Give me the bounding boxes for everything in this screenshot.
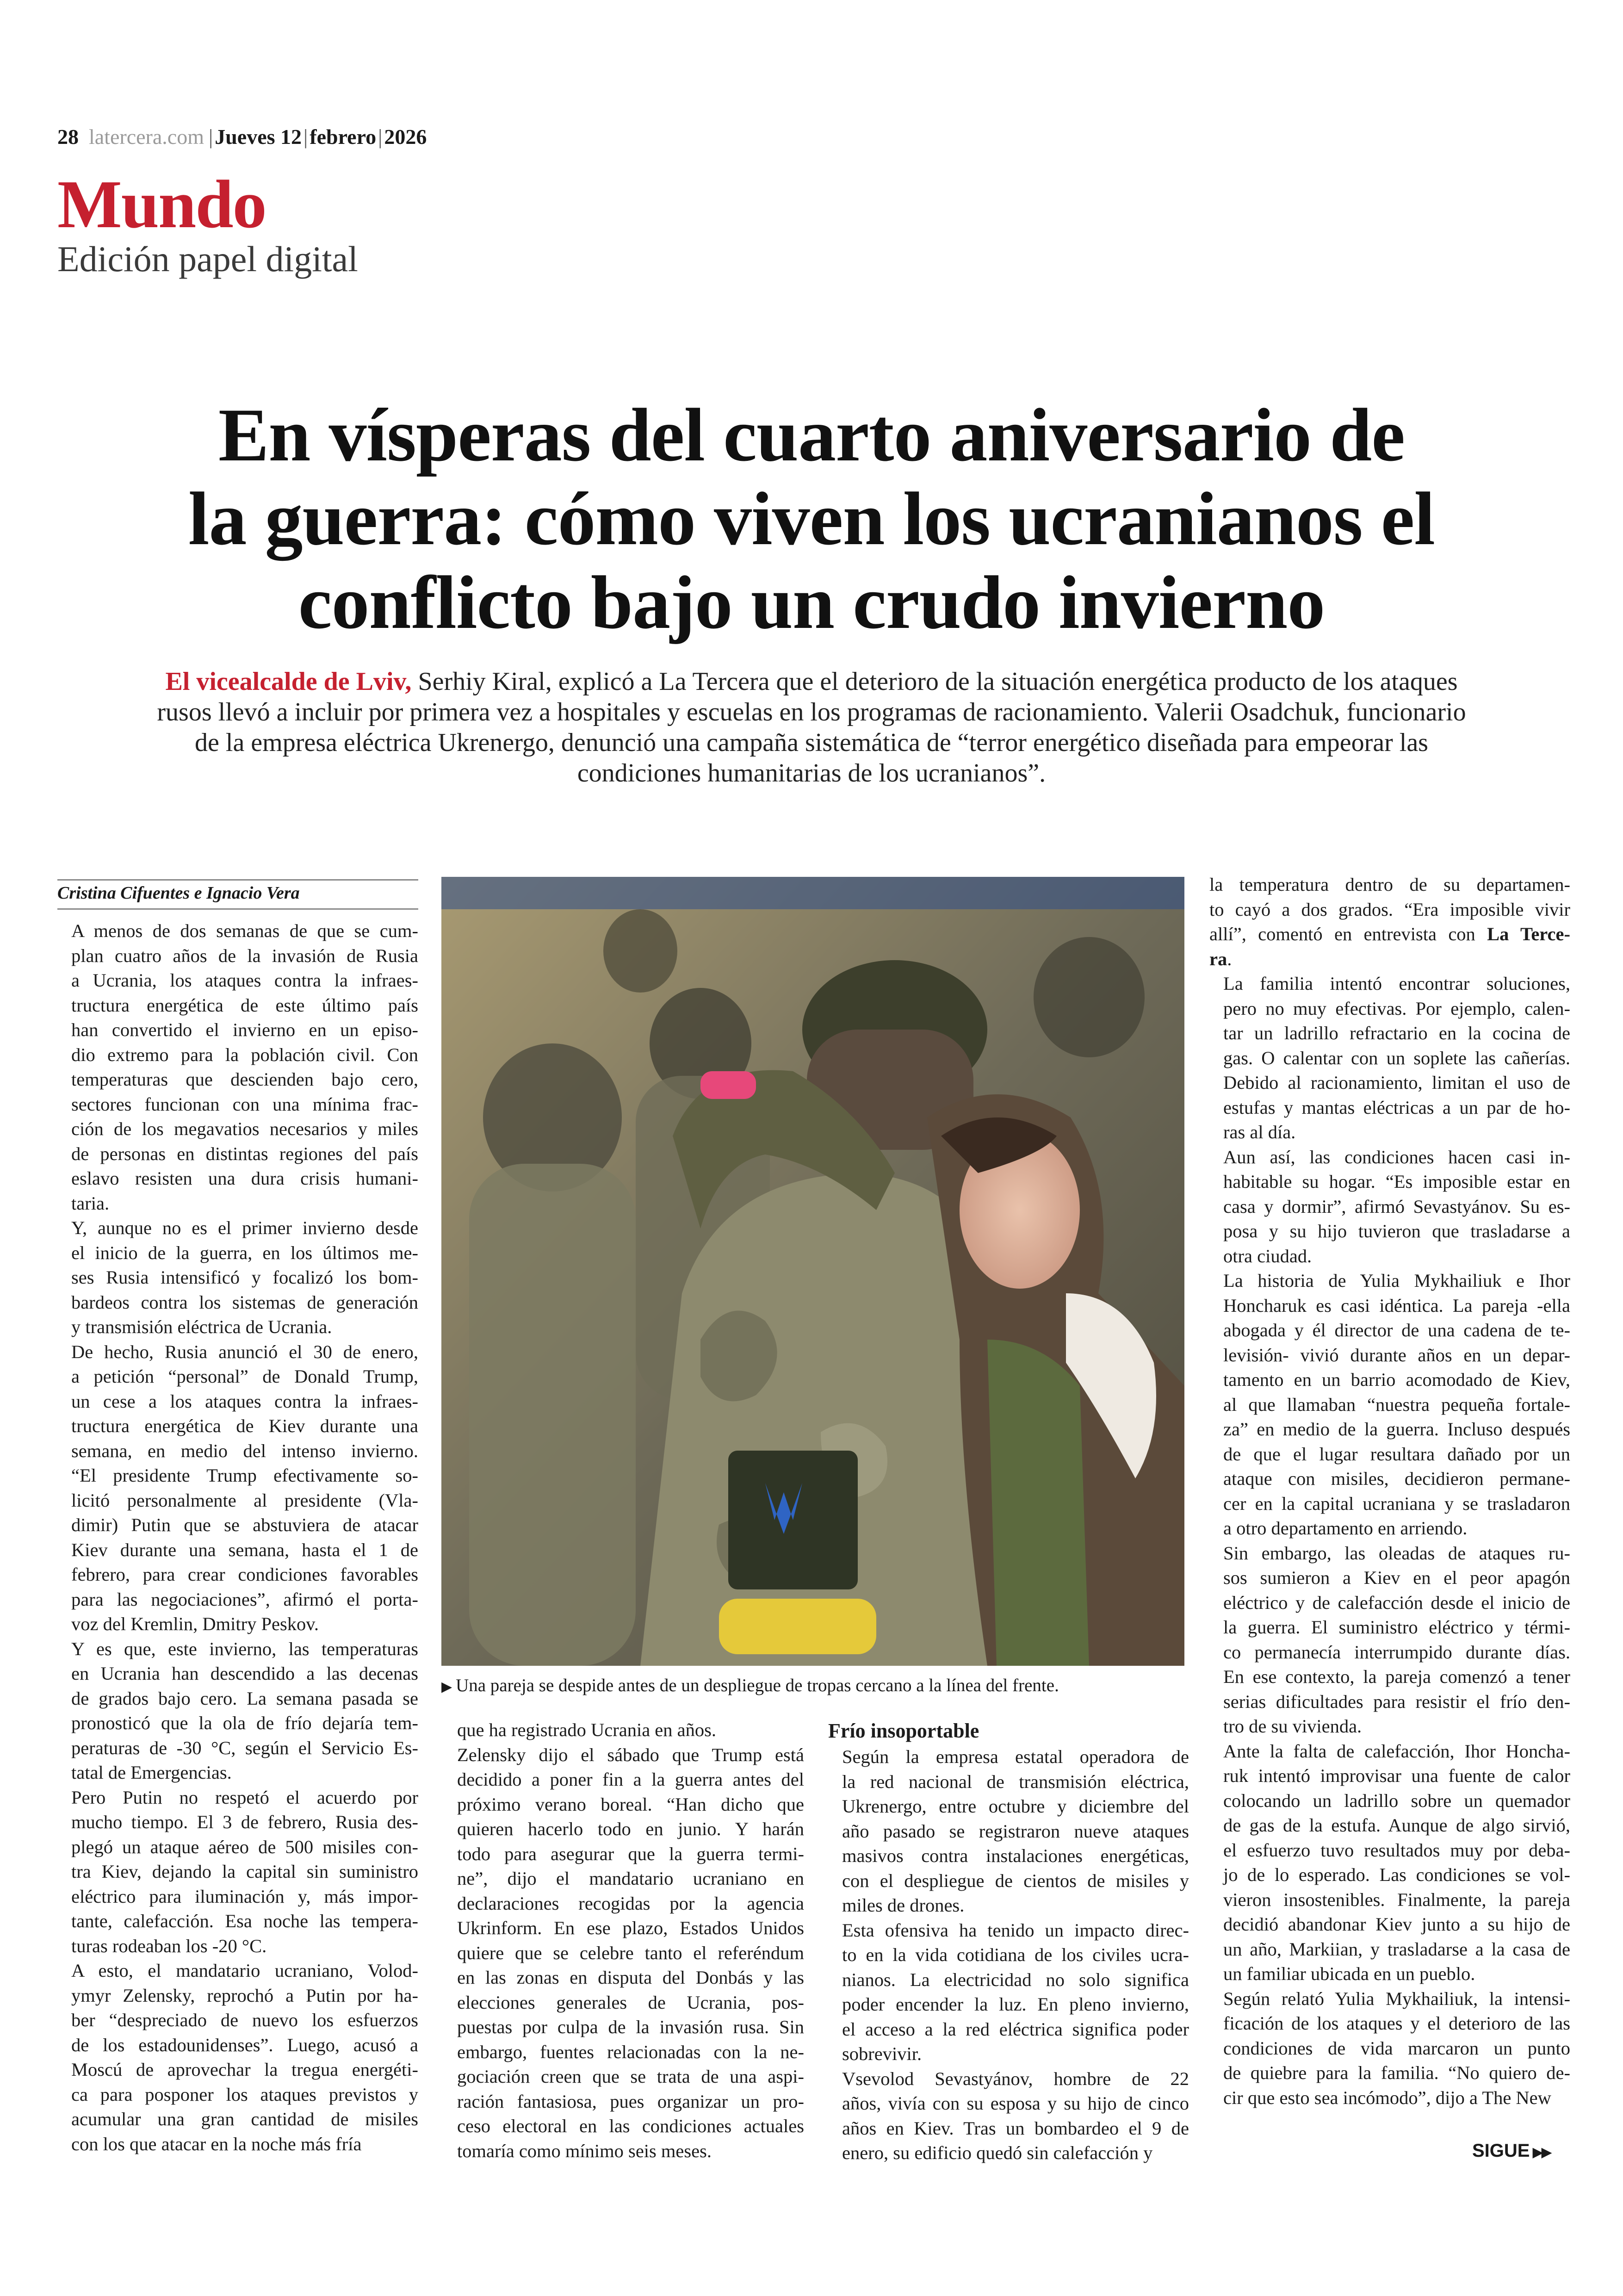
paragraph: A esto, el mandatario ucraniano, Volod- ymyr Zelensky, reprochó a Putin por ha- ber “despreciado de nuevo los esfuerzos de los estadounidenses”. Luego, acusó a Moscú de aprovechar la tregua energéti- ca para posponer los ataques previstos y acumular una gran cantidad de misiles con los que atacar en la noche más fría (71, 1960, 418, 2154)
column-2 (443, 1718, 804, 2163)
paragraph: Y, aunque no es el primer invierno desde el inicio de la guerra, en los últimos me- ses Rusia intensificó y focalizó los bom- bardeos contra los sistemas de generación y transmisión eléctrica de Ucrania. (71, 1217, 418, 1337)
paragraph: Vsevolod Sevastyánov, hombre de 22 años, vivía con su esposa y su hijo de cinco años en Kiev. Tras un bombardeo el 9 de enero, su edificio quedó sin calefacción y (842, 2068, 1189, 2163)
lead-paragraph: El vicealcalde de Lviv, Serhiy Kiral, explicó a La Tercera que el deterioro de la situación energética producto de los ataques rusos llevó a incluir por primera vez a hospitales y escuelas en los programas de racionamiento. Valerii Osadchuk, funcionario de la empresa eléctrica Ukrenergo, denunció una campaña sistemática de “terror energético diseñada para empeorar las condiciones humanitarias de los ucranianos”. (157, 667, 1466, 788)
headline (83, 393, 1540, 645)
paragraph: A menos de dos semanas de que se cum- plan cuatro años de la invasión de Rusia a Ucrania, los ataques contra la infraes- tructura energética de este último país han convertido el invierno en un episo- dio extremo para la población civil. Con temperaturas que descienden bajo cero, sectores funcionan con una mínima frac- ción de los megavatios necesarios y miles de personas en distintas regiones del país eslavo resisten una dura crisis humani- taria. (71, 920, 418, 1214)
forward-arrows-icon: ▶▶ (1532, 2144, 1550, 2160)
date-weekday: Jueves 12 (215, 125, 302, 149)
photo-caption: ▶ Una pareja se despide antes de un despliegue de tropas cercano a la línea del frente. (441, 1675, 1059, 1695)
lead-kicker: El vicealcalde de Lviv, (165, 667, 412, 696)
paragraph: La historia de Yulia Mykhailiuk e Ihor Honcharuk es casi idéntica. La pareja -ella abogada y él director de una cadena de te- levisión- vivió durante años en un depar- tamento en un barrio acomodado de Kiev, al que llamaban “nuestra pequeña fortale- za” en medio de la guerra. Incluso después de que el lugar resultara dañado por un ataque con misiles, decidieron permane- cer en la capital ucraniana y se trasladaron a otro departamento en arriendo. (1223, 1270, 1570, 1539)
date-month: febrero (310, 125, 377, 149)
paragraph: Aun así, las condiciones hacen casi in- habitable su hogar. “Es imposible estar en casa y dormir”, afirmó Sevastyánov. Su es- posa y su hijo tuvieron que trasladarse a otra ciudad. (1223, 1146, 1570, 1266)
continue-link[interactable]: SIGUE ▶▶ (1472, 2141, 1550, 2161)
paragraph: De hecho, Rusia anunció el 30 de enero, a petición “personal” de Donald Trump, un cese a los ataques contra la infraes- tructura energética de Kiev durante una semana, en medio del intenso invierno. “El presidente Trump efectivamente so- licitó personalmente al presidente (Vla- dimir) Putin que se abstuviera de atacar Kiev durante una semana, hasta el 1 de febrero, para crear condiciones favorables para las negociaciones”, afirmó el porta- voz del Kremlin, Dmitry Peskov. (71, 1341, 418, 1634)
column-1 (57, 918, 418, 2156)
caption-marker-icon: ▶ (441, 1679, 452, 1695)
paragraph: Esta ofensiva ha tenido un impacto direc- to en la vida cotidiana de los civiles ucra- nianos. La electricidad no solo significa poder encender la luz. En pleno invierno, el acceso a la red eléctrica significa poder sobrevivir. (842, 1919, 1189, 2064)
paragraph: que ha registrado Ucrania en años. (457, 1719, 717, 1740)
headline-line: conflicto bajo un crudo invierno (298, 561, 1325, 645)
site-name[interactable]: latercera.com (89, 125, 204, 149)
paragraph: la temperatura dentro de su departamen- to cayó a dos grados. “Era imposible vivir allí”, comentó en entrevista con La Terce- ra. (1209, 874, 1570, 969)
paragraph: Pero Putin no respetó el acuerdo por mucho tiempo. El 3 de febrero, Rusia des- plegó un ataque aéreo de 500 misiles con- tra Kiev, dejando la capital sin suministro eléctrico para iluminación y, más impor- tante, calefacción. Esa noche las tempera- turas rodeaban los -20 °C. (71, 1787, 418, 1956)
paragraph: La familia intentó encontrar soluciones, pero no muy efectivas. Por ejemplo, calen- tar un ladrillo refractario en la cocina de gas. O calentar con un soplete las cañerías. Debido al racionamiento, limitan el uso de estufas y mantas eléctricas a un par de ho- ras al día. (1223, 973, 1570, 1142)
photo-couple-embracing (441, 877, 1184, 1666)
page-folio: 28 latercera.com |Jueves 12|febrero|2026 (57, 125, 427, 149)
paragraph: Ante la falta de calefacción, Ihor Honcha- ruk intentó improvisar una fuente de calor colocando un ladrillo sobre un quemador de gas de la estufa. Aunque de algo sirvió, el esfuerzo tuvo resultados muy por deba- jo de lo esperado. Las condiciones se vol- vieron insostenibles. Finalmente, la pareja decidió abandonar Kiev junto a su hijo de un año, Markiian, y trasladarse a la casa de un familiar ubicada en un pueblo. (1223, 1740, 1570, 1984)
article-photo[interactable] (441, 877, 1184, 1666)
date-year: 2026 (384, 125, 427, 149)
column-3 (828, 1718, 1189, 2166)
headline-line: En vísperas del cuarto aniversario de (218, 393, 1405, 477)
paragraph: Y es que, este invierno, las temperaturas en Ucrania han descendido a las decenas de grados bajo cero. La semana pasada se pronosticó que la ola de frío dejaría tem- peraturas de -30 °C, según el Servicio Es- tatal de Emergencias. (71, 1638, 418, 1783)
byline: Cristina Cifuentes e Ignacio Vera (57, 879, 418, 910)
paragraph: Según relató Yulia Mykhailiuk, la intensi- ficación de los ataques y el deterioro de las condiciones de vida marcaron un punto de quiebre para la familia. “No quiero de- cir que esto sea incómodo”, dijo a The New (1223, 1988, 1570, 2108)
edition-label: Edición papel digital (57, 239, 358, 279)
headline-line: la guerra: cómo viven los ucranianos el (188, 477, 1435, 561)
paragraph: Zelensky dijo el sábado que Trump está decidido a poner fin a la guerra antes del próximo verano boreal. “Han dicho que quieren hacerlo todo en junio. Y harán todo para asegurar que la guerra termi- ne”, dijo el mandatario ucraniano en declaraciones recogidas por la agencia Ukrinform. En ese plazo, Estados Unidos quiere que se celebre tanto el referéndum en las zonas en disputa del Donbás y las elecciones generales de Ucrania, pos- puestas por culpa de la invasión rusa. Sin embargo, fuentes relacionadas con la ne- gociación creen que se trata de una aspi- ración fantasiosa, pues organizar un pro- ceso electoral en las condiciones actuales tomaría como mínimo seis meses. (457, 1744, 804, 2161)
newspaper-name: La Terce- (1487, 924, 1570, 944)
paragraph: Según la empresa estatal operadora de la red nacional de transmisión eléctrica, Ukrenergo, entre octubre y diciembre del año pasado se registraron nueve ataques masivos contra instalaciones energéticas, con el despliegue de cientos de misiles y miles de drones. (842, 1746, 1189, 1916)
section-title: Mundo (57, 167, 266, 242)
column-4 (1209, 872, 1570, 2110)
page-number: 28 (57, 125, 79, 149)
subheading: Frío insoportable (828, 1719, 979, 1742)
paragraph: Sin embargo, las oleadas de ataques ru- sos sumieron a Kiev en el peor apagón eléctrico y de calefacción desde el inicio de la guerra. El suministro eléctrico y térmi- co permanecía interrumpido durante días. En ese contexto, la pareja comenzó a tener serias dificultades para resistir el frío den- tro de su vivienda. (1223, 1542, 1570, 1737)
